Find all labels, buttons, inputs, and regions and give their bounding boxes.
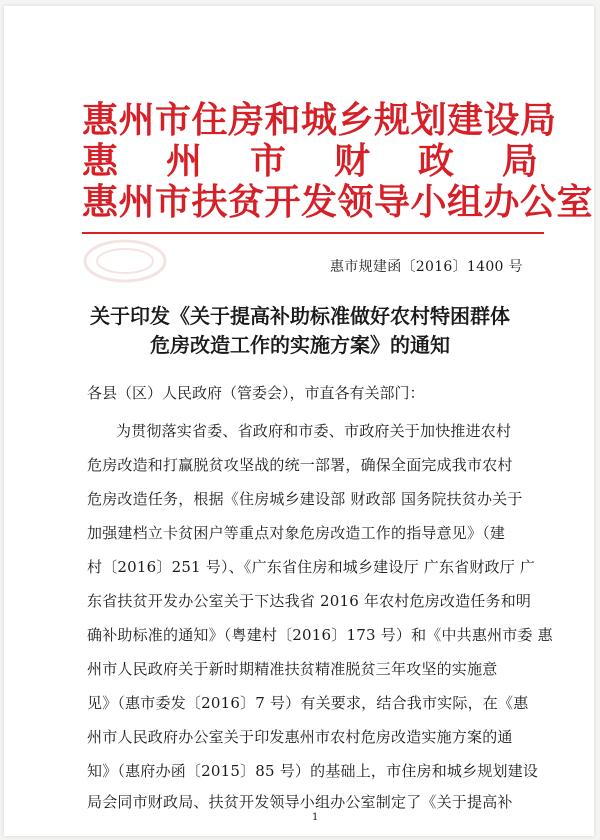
- notice-title-line-1: 关于印发《关于提高补助标准做好农村特困群体: [90, 304, 510, 328]
- notice-title-line-2: 危房改造工作的实施方案》的通知: [150, 333, 450, 357]
- body-line: 局会同市财政局、扶贫开发领导小组办公室制定了《关于提高补: [87, 793, 513, 811]
- document-number: 惠市规建函〔2016〕1400 号: [330, 259, 523, 275]
- body-line: 见》（惠市委发〔2016〕7 号）有关要求，结合我市实际，在《惠: [87, 694, 529, 712]
- body-line: 危房改造和打赢脱贫攻坚战的统一部署，确保全面完成我市农村: [87, 456, 513, 474]
- body-line: 州市人民政府关于新时期精准扶贫精准脱贫三年攻坚的实施意: [87, 660, 498, 678]
- body-line: 知》（惠府办函〔2015〕85 号）的基础上，市住房和城乡规划建设: [87, 762, 539, 780]
- body-line: 危房改造任务，根据《住房城乡建设部 财政部 国务院扶贫办关于: [87, 490, 523, 508]
- issuer-line-housing-bureau: 惠州市住房和城乡规划建设局: [82, 100, 557, 141]
- faint-stamp-mark-icon: [82, 238, 168, 284]
- issuer-char: 市: [249, 141, 286, 182]
- red-divider-line: [82, 232, 544, 234]
- page-number: 1: [312, 812, 319, 823]
- body-line: 东省扶贫开发办公室关于下达我省 2016 年农村危房改造任务和明: [87, 592, 532, 610]
- body-line: 加强建档立卡贫困户等重点对象危房改造工作的指导意见》（建: [87, 524, 506, 542]
- body-line: 州市人民政府办公室关于印发惠州市农村危房改造实施方案的通: [87, 728, 513, 746]
- issuer-char: 财: [333, 141, 370, 182]
- body-line: 为贯彻落实省委、省政府和市委、市政府关于加快推进农村: [116, 422, 512, 440]
- issuer-char: 州: [165, 141, 202, 182]
- body-line: 村〔2016〕251 号）、《广东省住房和城乡建设厅 广东省财政厅 广: [87, 558, 536, 576]
- salutation: 各县（区）人民政府（管委会），市直各有关部门：: [87, 384, 425, 402]
- issuer-char: 惠: [82, 141, 119, 182]
- issuer-line-finance-bureau: [82, 142, 538, 182]
- body-line: 确补助标准的通知》（粤建村〔2016〕173 号）和《中共惠州市委 惠: [87, 626, 553, 644]
- issuer-char: 政: [417, 141, 454, 182]
- issuer-char: 局: [501, 141, 538, 182]
- issuer-line-poverty-office: 惠州市扶贫开发领导小组办公室: [82, 182, 594, 223]
